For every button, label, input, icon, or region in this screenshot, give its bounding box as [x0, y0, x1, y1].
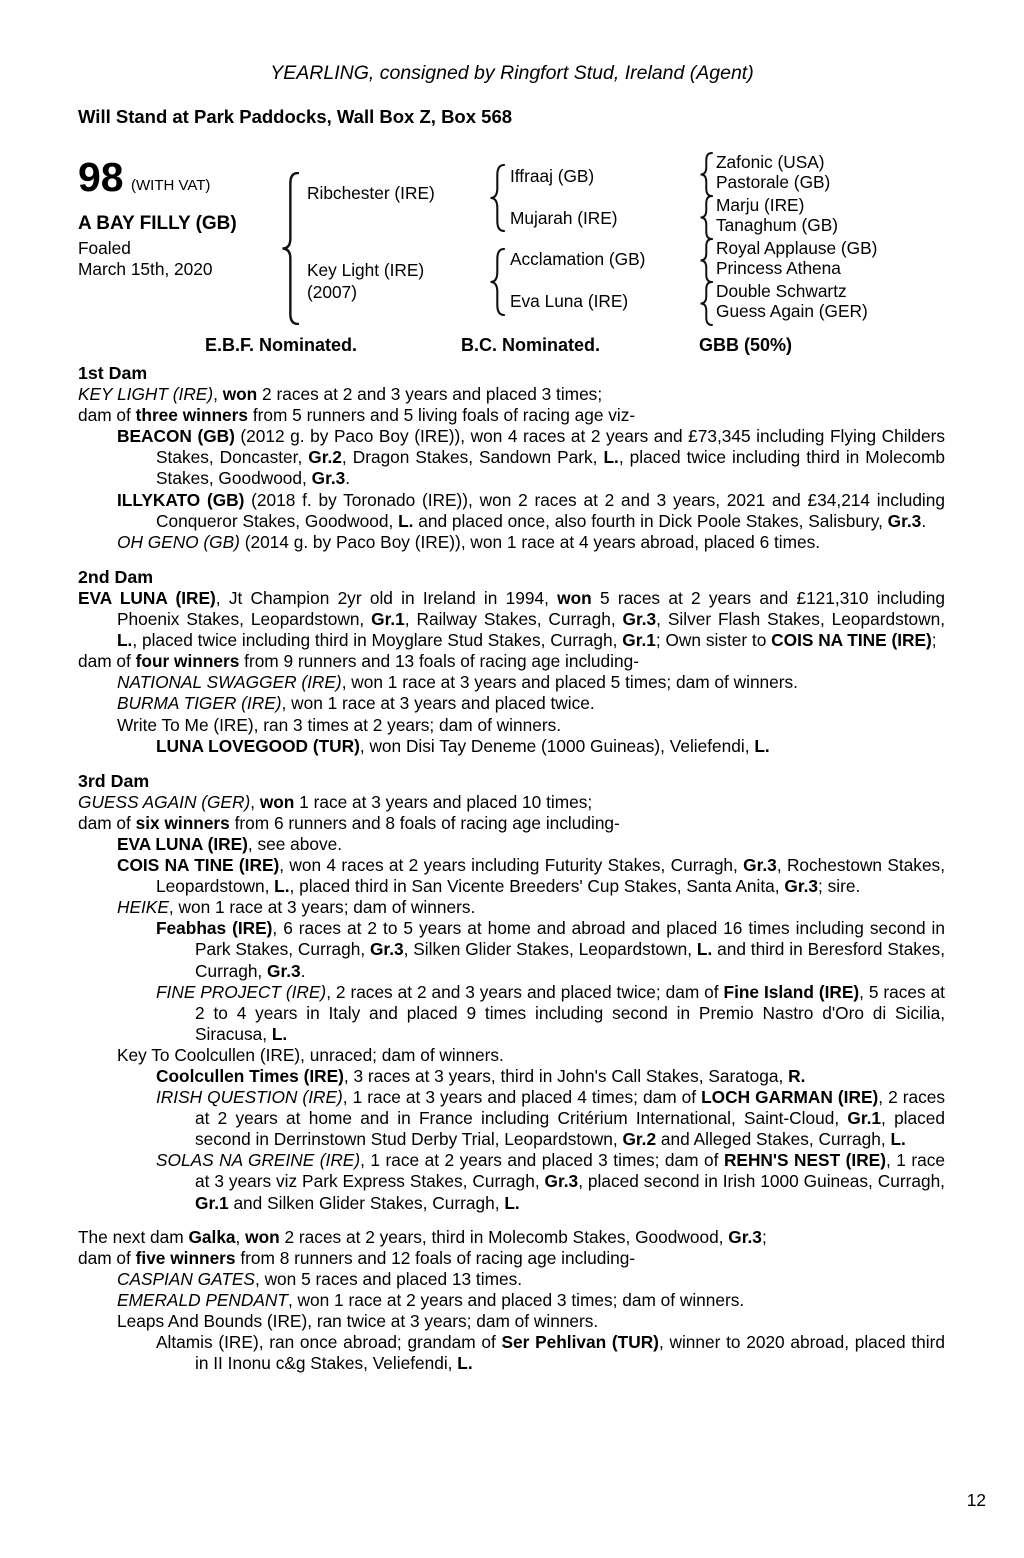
dam-section-2nd-dam: [78, 567, 945, 757]
pedigree-paragraph: Feabhas (IRE), 6 races at 2 to 5 years at home and abroad and placed 16 times including second in Park Stakes, Curragh, Gr.3, Silken Glider Stakes, Leopardstown, L. and third in Beresford Stakes, Curragh, Gr.3.: [156, 918, 946, 981]
pedigree-paragraph: IRISH QUESTION (IRE), 1 race at 3 years and placed 4 times; dam of LOCH GARMAN (IRE), 2 races at 2 years at home and in France including Critérium International, Saint-Cloud, Gr.1, placed second in Derrinstown Stud Derby Trial, Leopardstown, Gr.2 and Alleged Stakes, Curragh, L.: [156, 1087, 945, 1150]
dam-name: Key Light (IRE): [307, 260, 425, 280]
great-grandparent-name: Royal Applause (GB): [716, 238, 878, 258]
grandparent-dam-dam: Eva Luna (IRE): [510, 291, 629, 311]
pedigree-paragraph: The next dam Galka, won 2 races at 2 years, third in Molecomb Stakes, Goodwood, Gr.3;: [78, 1226, 767, 1247]
pedigree-brace-dam: [489, 248, 505, 316]
pedigree-brace-gg-1: [699, 152, 713, 197]
pedigree-brace-gg-3: [699, 238, 713, 283]
great-grandparent-name: Marju (IRE): [716, 195, 805, 215]
consignor-title: YEARLING, consigned by Ringfort Stud, Ireland (Agent): [270, 62, 754, 84]
pedigree-brace-sire: [489, 164, 505, 232]
dam-details: [78, 363, 945, 1374]
horse-name: A BAY FILLY (GB): [78, 213, 237, 234]
pedigree-paragraph: dam of six winners from 6 runners and 8 foals of racing age including-: [78, 812, 620, 833]
pedigree-brace-gg-4: [699, 281, 713, 326]
pedigree-paragraph: dam of three winners from 5 runners and 5 living foals of racing age viz-: [78, 405, 636, 426]
pedigree-brace-gg-2: [699, 195, 713, 240]
pedigree-paragraph: EMERALD PENDANT, won 1 race at 2 years and placed 3 times; dam of winners.: [117, 1289, 745, 1310]
pedigree-paragraph: GUESS AGAIN (GER), won 1 race at 3 years and placed 10 times;: [78, 791, 593, 812]
nomination-bc: B.C. Nominated.: [461, 335, 601, 355]
pedigree-paragraph: Leaps And Bounds (IRE), ran twice at 3 years; dam of winners.: [117, 1311, 599, 1332]
pedigree-paragraph: BURMA TIGER (IRE), won 1 race at 3 years and placed twice.: [117, 693, 595, 714]
great-grandparent-name: Guess Again (GER): [716, 301, 868, 321]
foaled-date: March 15th, 2020: [78, 259, 213, 279]
foaled-label: Foaled: [78, 238, 131, 258]
pedigree-paragraph: FINE PROJECT (IRE), 2 races at 2 and 3 years and placed twice; dam of Fine Island (IRE), 5 races at 2 to 4 years in Italy and placed 9 times including second in Premio Nastro d'Oro di Sicilia, Siracusa, L.: [156, 981, 945, 1044]
vat-note: (WITH VAT): [131, 177, 211, 194]
pedigree-paragraph: KEY LIGHT (IRE), won 2 races at 2 and 3 years and placed 3 times;: [78, 384, 603, 405]
nomination-ebf: E.B.F. Nominated.: [205, 335, 358, 355]
sire-name: Ribchester (IRE): [307, 183, 435, 203]
pedigree-paragraph: Write To Me (IRE), ran 3 times at 2 years; dam of winners.: [117, 714, 562, 735]
lot-number: 98: [78, 154, 124, 200]
pedigree-table: [0, 150, 1024, 363]
pedigree-paragraph: HEIKE, won 1 race at 3 years; dam of winners.: [117, 897, 476, 918]
pedigree-paragraph: Key To Coolcullen (IRE), unraced; dam of winners.: [117, 1044, 504, 1065]
dam-section-heading: 2nd Dam: [78, 566, 154, 587]
dam-section-heading: 1st Dam: [78, 363, 148, 383]
grandparent-sire-dam: Mujarah (IRE): [510, 208, 618, 228]
pedigree-brace-main: [281, 172, 299, 325]
stand-location: Will Stand at Park Paddocks, Wall Box Z, Box 568: [78, 106, 513, 127]
pedigree-paragraph: NATIONAL SWAGGER (IRE), won 1 race at 3 years and placed 5 times; dam of winners.: [117, 672, 798, 693]
page-number: 12: [966, 1490, 986, 1510]
pedigree-paragraph: COIS NA TINE (IRE), won 4 races at 2 years including Futurity Stakes, Curragh, Gr.3, Rochestown Stakes, Leopardstown, L., placed third in San Vicente Breeders' Cup Stakes, Santa Anita, Gr.3; sire.: [117, 855, 945, 897]
pedigree-paragraph: SOLAS NA GREINE (IRE), 1 race at 2 years and placed 3 times; dam of REHN'S NEST (IRE), 1 race at 3 years viz Park Express Stakes, Curragh, Gr.3, placed second in Irish 1000 Guineas, Curragh, Gr.1 and Silken Glider Stakes, Curragh, L.: [156, 1150, 945, 1213]
pedigree-paragraph: dam of four winners from 9 runners and 13 foals of racing age including-: [78, 651, 639, 672]
pedigree-paragraph: ILLYKATO (GB) (2018 f. by Toronado (IRE)), won 2 races at 2 and 3 years, 2021 and £34,214 including Conqueror Stakes, Goodwood, L. and placed once, also fourth in Dick Poole Stakes, Salisbury, Gr.3.: [117, 489, 945, 531]
grandparent-dam-sire: Acclamation (GB): [510, 249, 646, 269]
great-grandparent-name: Princess Athena: [716, 258, 841, 278]
nomination-gbb: GBB (50%): [699, 335, 793, 355]
pedigree-paragraph: LUNA LOVEGOOD (TUR), won Disi Tay Deneme (1000 Guineas), Veliefendi, L.: [156, 735, 770, 756]
dam-section-heading: 3rd Dam: [78, 770, 150, 791]
pedigree-paragraph: EVA LUNA (IRE), Jt Champion 2yr old in Ireland in 1994, won 5 races at 2 years and £121,310 including Phoenix Stakes, Leopardstown, Gr.1, Railway Stakes, Curragh, Gr.3, Silver Flash Stakes, Leopardstown, L., placed twice including third in Moyglare Stud Stakes, Curragh, Gr.1; Own sister to COIS NA TINE (IRE);: [78, 587, 946, 651]
great-grandparent-name: Zafonic (USA): [716, 152, 825, 172]
dam-section-3rd-dam: [78, 771, 945, 1214]
great-grandparent-name: Double Schwartz: [716, 281, 847, 301]
great-grandparent-name: Tanaghum (GB): [716, 215, 838, 235]
pedigree-paragraph: BEACON (GB) (2012 g. by Paco Boy (IRE)), won 4 races at 2 years and £73,345 including Flying Childers Stakes, Doncaster, Gr.2, Dragon Stakes, Sandown Park, L., placed twice including third in Molecomb Stakes, Goodwood, Gr.3.: [117, 426, 946, 489]
grandparent-sire-sire: Iffraaj (GB): [510, 166, 595, 186]
pedigree-paragraph: OH GENO (GB) (2014 g. by Paco Boy (IRE)), won 1 race at 4 years abroad, placed 6 times.: [117, 531, 821, 552]
pedigree-paragraph: dam of five winners from 8 runners and 12 foals of racing age including-: [78, 1247, 636, 1268]
pedigree-paragraph: Coolcullen Times (IRE), 3 races at 3 years, third in John's Call Stakes, Saratoga, R.: [156, 1066, 806, 1086]
pedigree-paragraph: Altamis (IRE), ran once abroad; grandam of Ser Pehlivan (TUR), winner to 2020 abroad, placed third in II Inonu c&g Stakes, Veliefendi, L.: [156, 1332, 945, 1374]
pedigree-paragraph: EVA LUNA (IRE), see above.: [117, 833, 343, 854]
dam-year: (2007): [307, 282, 357, 302]
great-grandparent-name: Pastorale (GB): [716, 172, 831, 192]
dam-section-next-dam: [78, 1227, 945, 1375]
pedigree-paragraph: CASPIAN GATES, won 5 races and placed 13 times.: [117, 1268, 523, 1289]
dam-section-1st-dam: [78, 363, 945, 553]
